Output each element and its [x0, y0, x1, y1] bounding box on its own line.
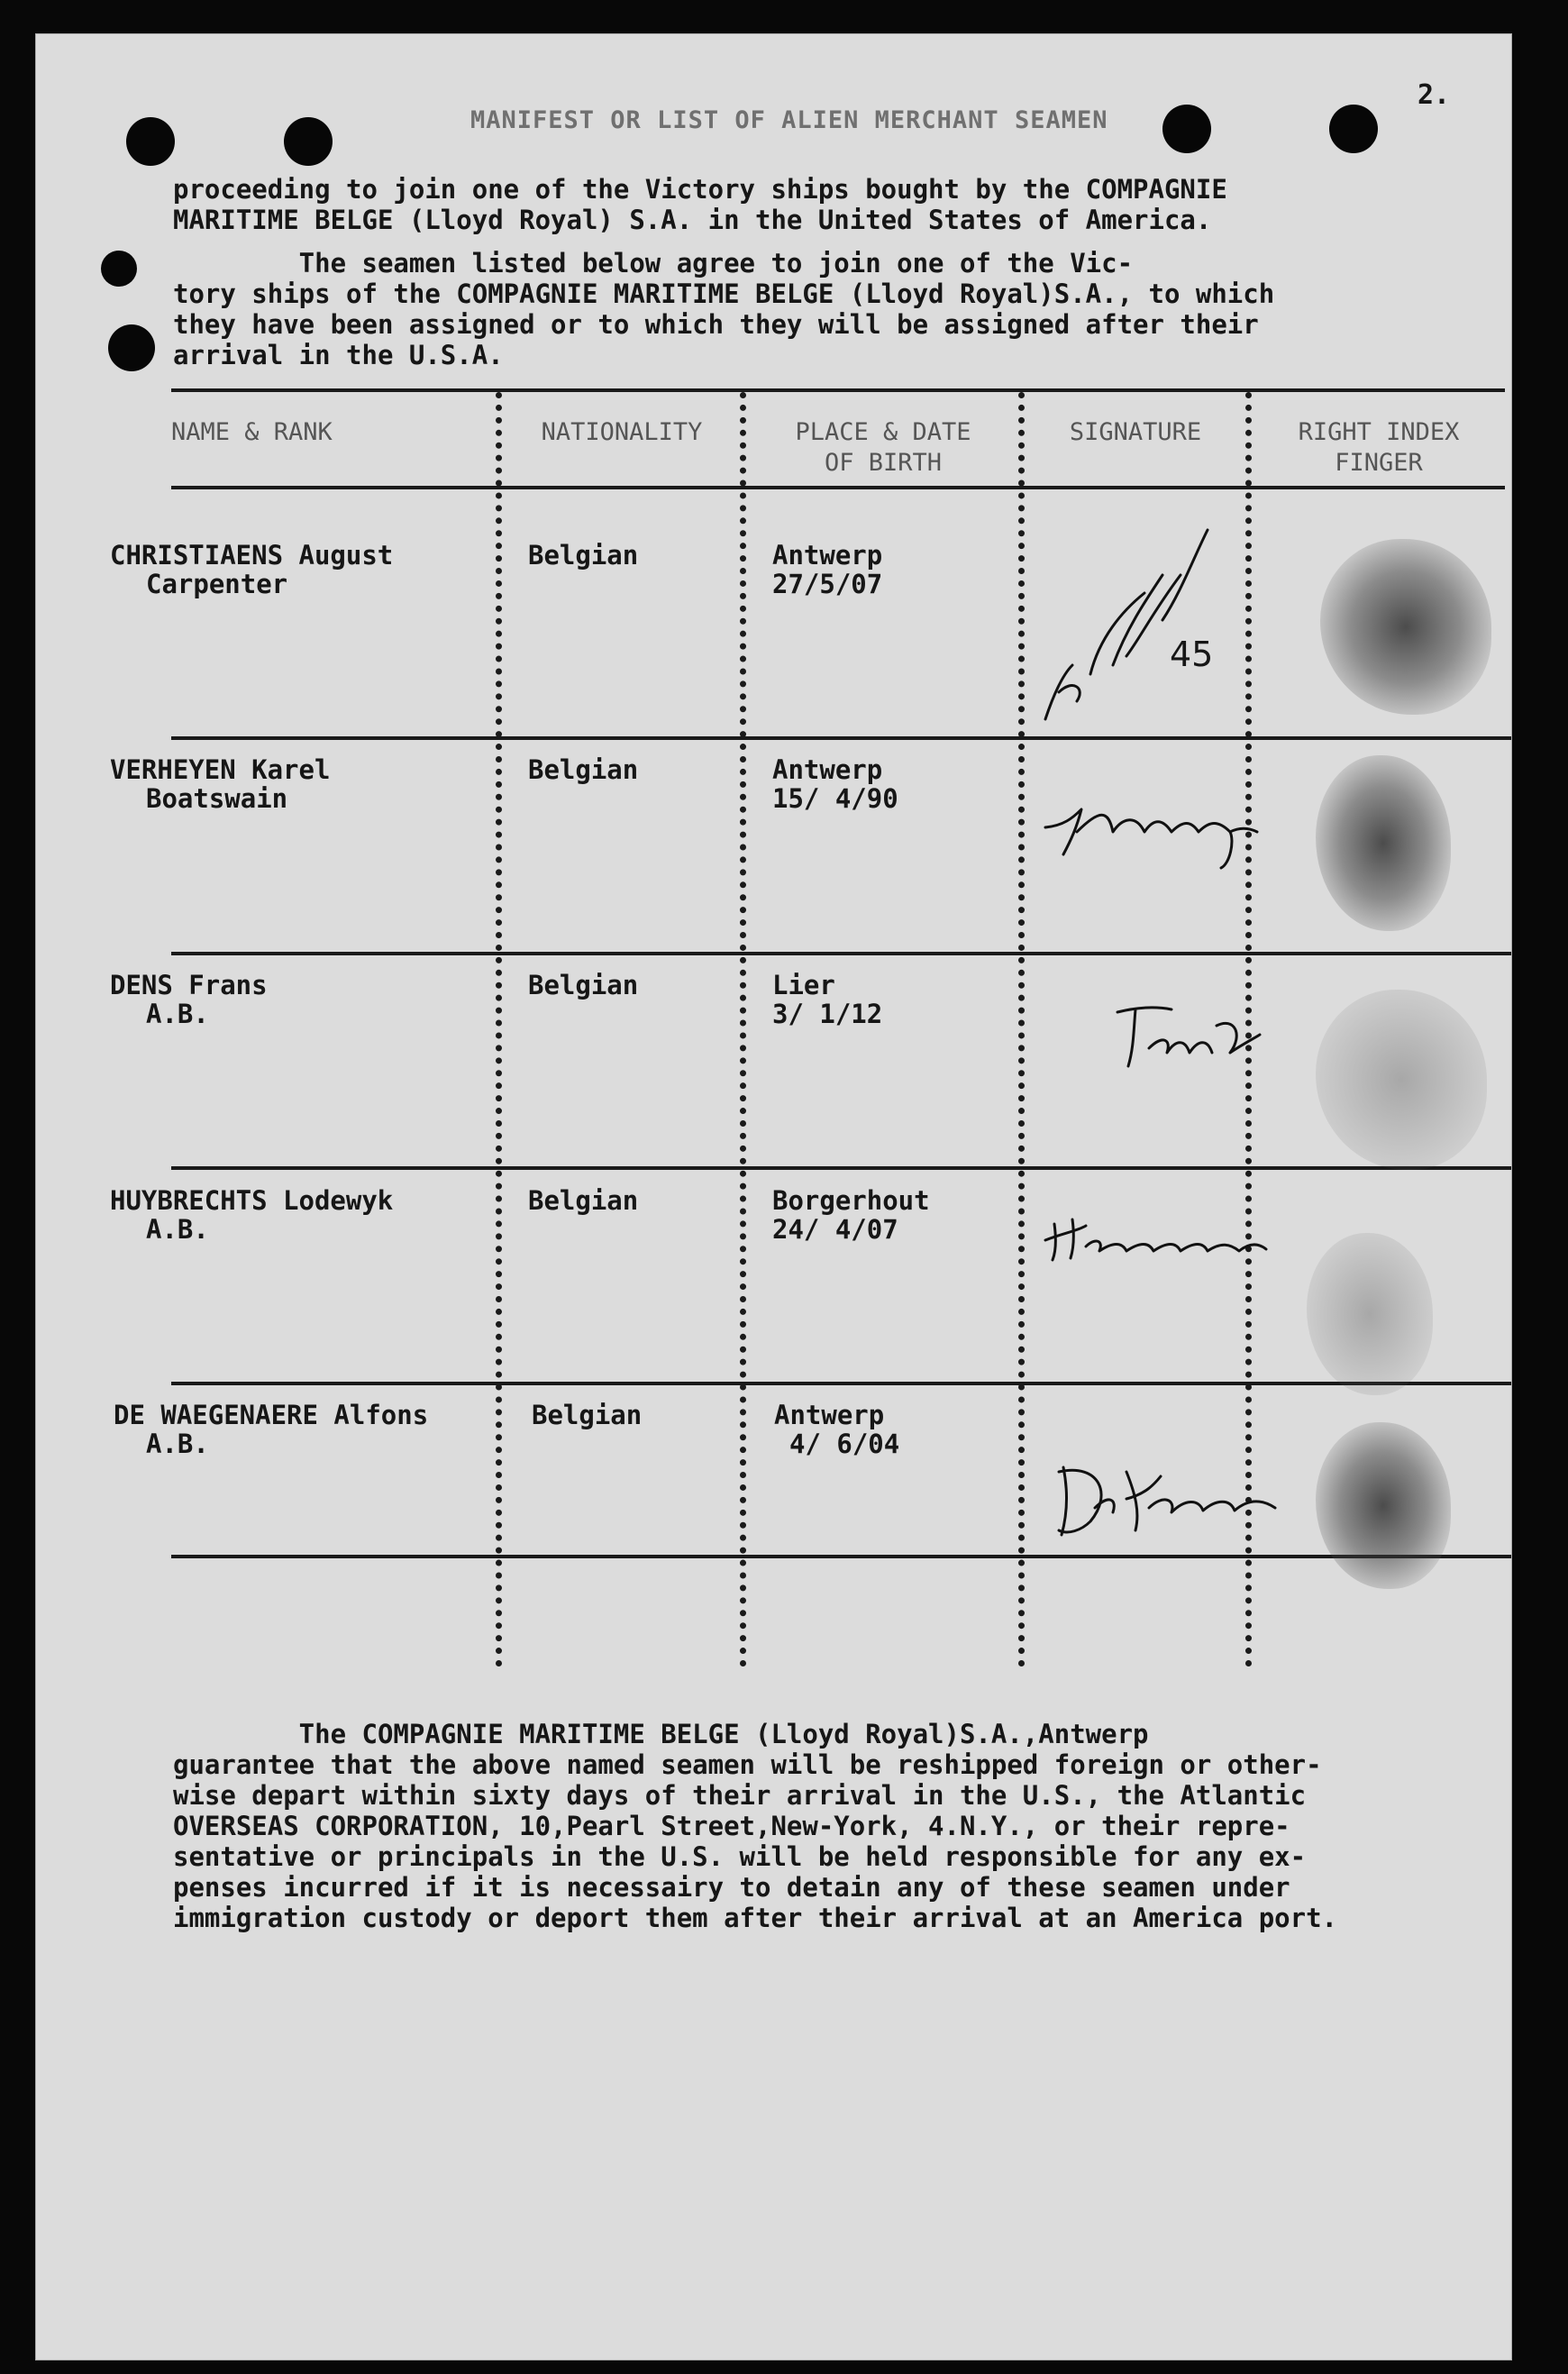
- seaman-name: CHRISTIAENS August: [110, 540, 394, 571]
- column-divider: [496, 392, 502, 1667]
- seaman-rank: Boatswain: [146, 783, 288, 814]
- signature: [1036, 521, 1253, 728]
- birth-date: 3/ 1/12: [772, 999, 883, 1029]
- fingerprint: [1320, 539, 1491, 715]
- birth-place: Antwerp: [774, 1400, 885, 1430]
- manifest-page: [36, 34, 1511, 2360]
- fingerprint: [1316, 1422, 1451, 1589]
- guarantee-line: sentative or principals in the U.S. will be held responsible for any ex-: [173, 1841, 1307, 1872]
- fingerprint: [1316, 755, 1451, 931]
- column-header-name-rank: NAME & RANK: [171, 418, 333, 446]
- row-rule: [171, 1555, 1511, 1558]
- column-header-nationality: NATIONALITY: [541, 418, 703, 446]
- intro-line: MARITIME BELGE (Lloyd Royal) S.A. in the United States of America.: [173, 205, 1212, 235]
- punch-hole: [101, 251, 137, 287]
- nationality: Belgian: [532, 1400, 643, 1430]
- guarantee-line: immigration custody or deport them after their arrival at an America port.: [173, 1903, 1338, 1933]
- signature: [1045, 1458, 1280, 1539]
- table-top-rule: [171, 388, 1505, 392]
- column-divider: [740, 392, 746, 1667]
- row-rule: [171, 952, 1511, 955]
- row-rule: [171, 1382, 1511, 1385]
- seaman-rank: Carpenter: [146, 569, 288, 599]
- seaman-name: DE WAEGENAERE Alfons: [114, 1400, 429, 1430]
- punch-hole: [108, 324, 155, 371]
- guarantee-line: wise depart within sixty days of their arrival in the U.S., the Atlantic: [173, 1780, 1307, 1811]
- fingerprint: [1316, 990, 1487, 1170]
- nationality: Belgian: [528, 1185, 639, 1216]
- punch-hole: [1329, 105, 1378, 153]
- birth-place: Antwerp: [772, 540, 883, 571]
- birth-place: Borgerhout: [772, 1185, 930, 1216]
- signature-note: 45: [1170, 635, 1214, 674]
- seaman-rank: A.B.: [146, 1429, 209, 1459]
- row-rule: [171, 1166, 1511, 1170]
- birth-date: 4/ 6/04: [789, 1429, 900, 1459]
- nationality: Belgian: [528, 754, 639, 785]
- page-number: 2.: [1418, 79, 1451, 111]
- column-divider: [1018, 392, 1025, 1667]
- guarantee-line: The COMPAGNIE MARITIME BELGE (Lloyd Royal)S.A.,Antwerp: [173, 1719, 1149, 1749]
- column-header-signature: SIGNATURE: [1069, 418, 1202, 446]
- intro-line: arrival in the U.S.A.: [173, 340, 504, 370]
- punch-hole: [126, 117, 175, 166]
- punch-hole: [1162, 105, 1211, 153]
- intro-line: they have been assigned or to which they will be assigned after their: [173, 309, 1259, 340]
- intro-line: proceeding to join one of the Victory ships bought by the COMPAGNIE: [173, 174, 1227, 205]
- birth-place: Lier: [772, 970, 835, 1000]
- signature: [1036, 1206, 1280, 1269]
- fingerprint: [1307, 1233, 1433, 1395]
- birth-date: 27/5/07: [772, 569, 883, 599]
- birth-place: Antwerp: [772, 754, 883, 785]
- guarantee-line: guarantee that the above named seamen will be reshipped foreign or other-: [173, 1749, 1322, 1780]
- nationality: Belgian: [528, 970, 639, 1000]
- seaman-rank: A.B.: [146, 999, 209, 1029]
- page-heading: MANIFEST OR LIST OF ALIEN MERCHANT SEAMEN: [470, 106, 1108, 134]
- signature: [1036, 791, 1262, 872]
- intro-line: The seamen listed below agree to join one of the Vic-: [173, 248, 1134, 278]
- seaman-name: DENS Frans: [110, 970, 268, 1000]
- guarantee-line: OVERSEAS CORPORATION, 10,Pearl Street,New-York, 4.N.Y., or their repre-: [173, 1811, 1290, 1841]
- birth-date: 24/ 4/07: [772, 1214, 898, 1245]
- punch-hole: [284, 117, 333, 166]
- column-header-fingerprint: RIGHT INDEX FINGER: [1298, 418, 1460, 477]
- header-rule: [171, 486, 1505, 489]
- nationality: Belgian: [528, 540, 639, 571]
- column-header-place-date: PLACE & DATE OF BIRTH: [795, 418, 971, 477]
- guarantee-line: penses incurred if it is necessairy to detain any of these seamen under: [173, 1872, 1290, 1903]
- seaman-name: VERHEYEN Karel: [110, 754, 331, 785]
- seaman-rank: A.B.: [146, 1214, 209, 1245]
- seaman-name: HUYBRECHTS Lodewyk: [110, 1185, 394, 1216]
- signature: [1108, 999, 1262, 1071]
- birth-date: 15/ 4/90: [772, 783, 898, 814]
- intro-line: tory ships of the COMPAGNIE MARITIME BELGE (Lloyd Royal)S.A., to which: [173, 278, 1275, 309]
- row-rule: [171, 736, 1511, 740]
